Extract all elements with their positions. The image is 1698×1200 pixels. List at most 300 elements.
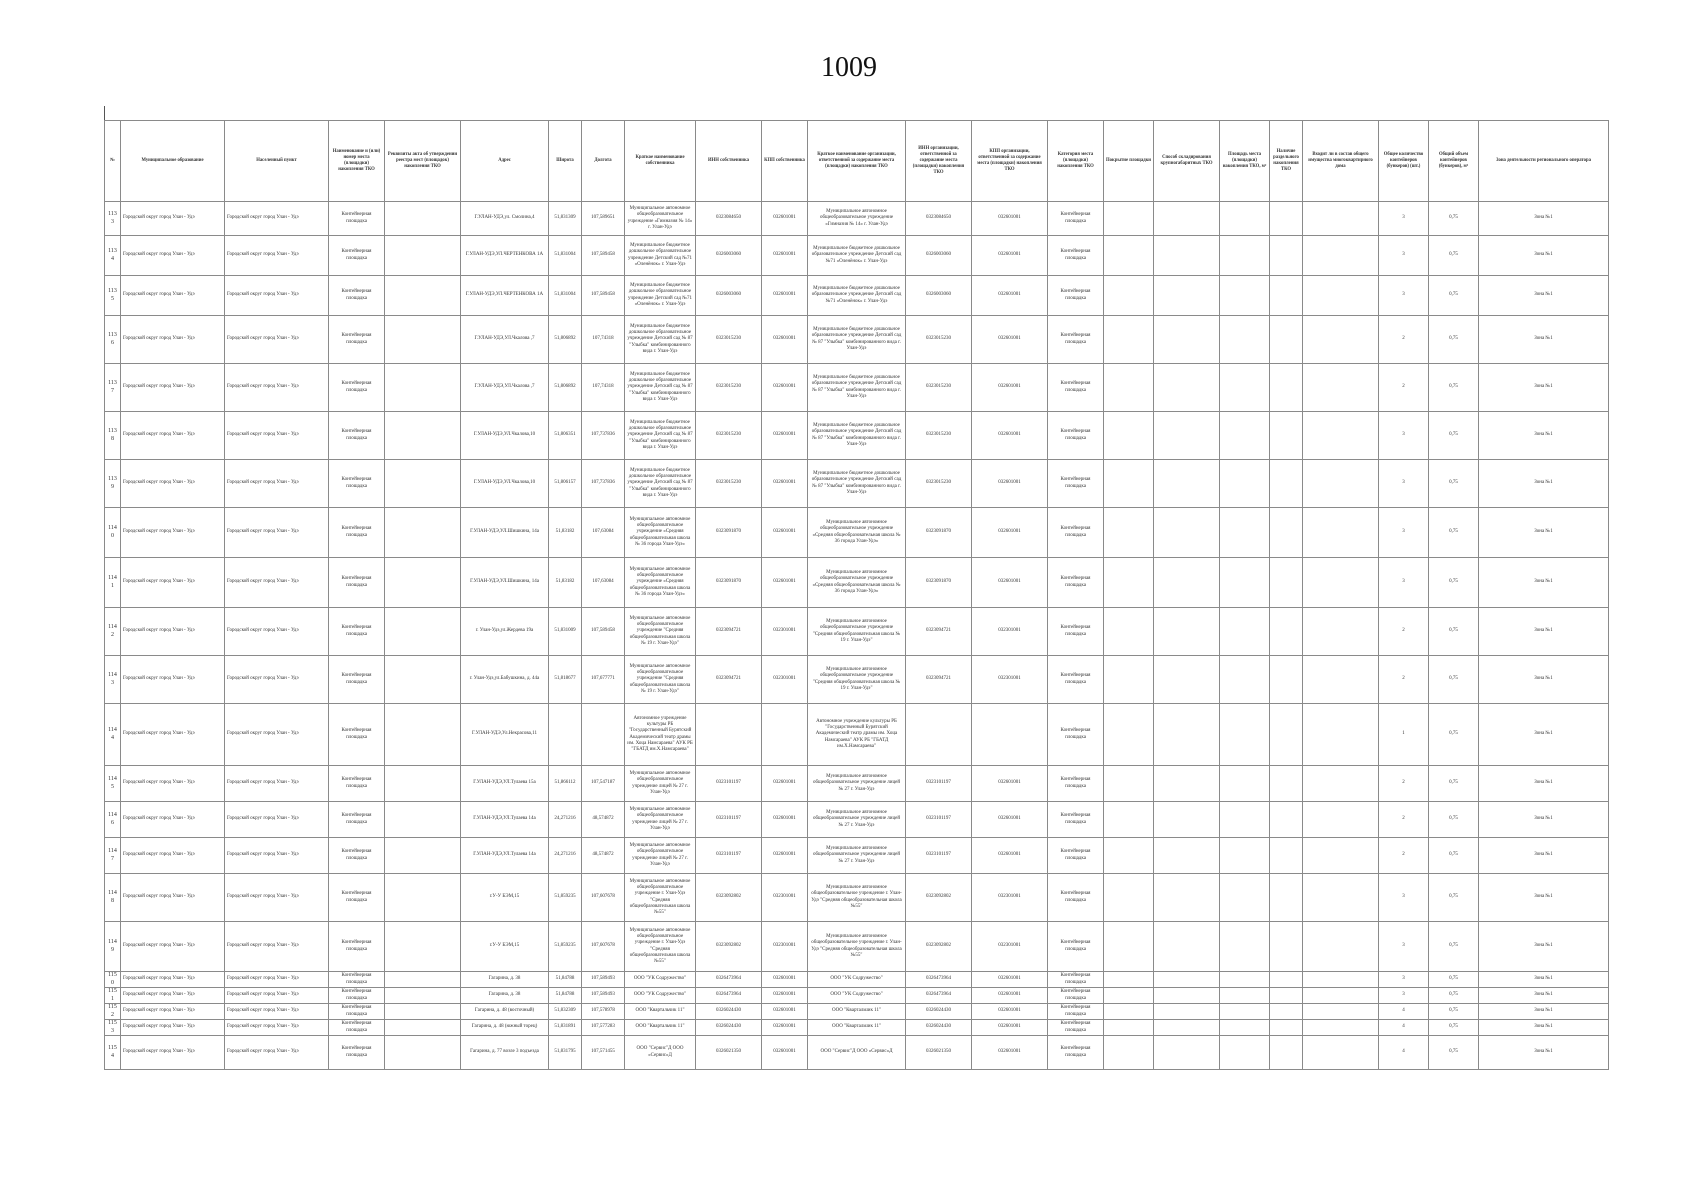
row-number-cell: 1138 [105, 412, 121, 460]
table-cell [1154, 704, 1220, 766]
table-cell: 107,607678 [582, 922, 625, 972]
table-cell: 3 [1379, 558, 1429, 608]
table-cell: г. Улан-Удэ,ул.Жердева 19а [461, 608, 549, 656]
table-cell: Городской округ город Улан - Удэ [225, 316, 329, 364]
table-cell: 0,75 [1429, 972, 1479, 988]
table-cell [1104, 412, 1154, 460]
table-cell: 0323092802 [906, 874, 972, 922]
table-cell: Контейнерная площадка [1048, 656, 1104, 704]
column-header: Адрес [461, 121, 549, 202]
table-cell [385, 276, 461, 316]
table-cell [1270, 316, 1303, 364]
table-cell: 032301001 [762, 608, 808, 656]
table-cell: 3 [1379, 922, 1429, 972]
table-cell: Контейнерная площадка [1048, 704, 1104, 766]
table-cell: 032301001 [762, 874, 808, 922]
column-header: Наличие раздельного накопления ТКО [1270, 121, 1303, 202]
table-cell: 0,75 [1429, 838, 1479, 874]
table-cell: 3 [1379, 508, 1429, 558]
table-cell: 0,75 [1429, 656, 1479, 704]
table-cell: Контейнерная площадка [1048, 838, 1104, 874]
table-cell: ООО "УК Содружество" [625, 972, 696, 988]
table-cell: Городской округ город Улан - Удэ [225, 766, 329, 802]
table-cell: 032601001 [762, 236, 808, 276]
table-cell: 107,547187 [582, 766, 625, 802]
table-cell: Зона №1 [1479, 236, 1609, 276]
table-cell: 0,75 [1429, 412, 1479, 460]
table-cell: 107,577283 [582, 1020, 625, 1036]
table-cell [1270, 558, 1303, 608]
table-cell: Муниципальное автономное общеобразовательное учреждение лицей № 27 г. Улан-Удэ [808, 802, 906, 838]
table-cell: Контейнерная площадка [1048, 802, 1104, 838]
column-header: Долгота [582, 121, 625, 202]
table-body [105, 202, 1609, 1070]
table-cell: 032601001 [762, 1004, 808, 1020]
table-cell: Контейнерная площадка [329, 704, 385, 766]
table-cell: Контейнерная площадка [329, 460, 385, 508]
table-cell: Контейнерная площадка [1048, 364, 1104, 412]
table-cell: 107,607678 [582, 874, 625, 922]
table-cell: 0,75 [1429, 988, 1479, 1004]
table-cell: 51,859235 [549, 874, 582, 922]
table-cell: Городской округ город Улан - Удэ [121, 608, 225, 656]
table-cell: Городской округ город Улан - Удэ [121, 558, 225, 608]
table-cell: Муниципальное автономное общеобразовательное учреждение "Средняя общеобразовательная школа № 19 г. Улан-Удэ" [808, 608, 906, 656]
table-cell: 032301001 [972, 656, 1048, 704]
table-cell [1104, 766, 1154, 802]
table-cell: 51,818677 [549, 656, 582, 704]
table-cell: ООО "Сервис"Д ООО «Сервис»Д [808, 1036, 906, 1070]
table-cell: Муниципальное автономное общеобразовательное учреждение «Средняя общеобразовательная школа № 36 города Улан-Удэ» [625, 558, 696, 608]
table-cell: Муниципальное бюджетное дошкольное образовательное учреждение Детский сад № 87 "Улыбка" комбинированного вида г. Улан-Удэ [808, 412, 906, 460]
table-cell: 032601001 [972, 236, 1048, 276]
table-cell: Г.УЛАН-УДЭ,УЛ.ЧЕРТЕНКОВА 1А [461, 276, 549, 316]
table-cell: 0326003060 [696, 276, 762, 316]
table-cell [1270, 1036, 1303, 1070]
table-cell: 0323092802 [696, 874, 762, 922]
table-cell [1220, 316, 1270, 364]
table-cell [1220, 656, 1270, 704]
table-cell: Зона №1 [1479, 838, 1609, 874]
table-cell [1303, 704, 1379, 766]
table-cell: 032601001 [972, 364, 1048, 412]
table-cell: ООО "Квартальчик 11" [808, 1004, 906, 1020]
table-cell [1303, 988, 1379, 1004]
table-cell: Контейнерная площадка [329, 276, 385, 316]
table-cell: Зона №1 [1479, 460, 1609, 508]
table-cell: Городской округ город Улан - Удэ [225, 988, 329, 1004]
table-cell: Г.УЛАН-УДЭ,УЛ.Чкалова,10 [461, 412, 549, 460]
table-cell [1154, 202, 1220, 236]
table-cell [1270, 412, 1303, 460]
table-cell [1270, 460, 1303, 508]
table-cell [1303, 316, 1379, 364]
table-cell: 107,74318 [582, 364, 625, 412]
table-cell: 032601001 [972, 1004, 1048, 1020]
column-header: ИНН организации, ответственной за содержание места (площадки) накопления ТКО [906, 121, 972, 202]
table-cell: Муниципальное автономное общеобразовательное учреждение «Средняя общеобразовательная школа № 36 города Улан-Удэ» [808, 558, 906, 608]
table-cell: Контейнерная площадка [329, 922, 385, 972]
table-cell: 032601001 [762, 460, 808, 508]
table-cell: Контейнерная площадка [1048, 316, 1104, 364]
table-cell: Муниципальное автономное общеобразовательное учреждение лицей № 27 г. Улан-Удэ [625, 802, 696, 838]
table-cell: 51,831004 [549, 276, 582, 316]
table-cell: 032601001 [972, 276, 1048, 316]
table-cell [1220, 236, 1270, 276]
table-cell: 032601001 [972, 558, 1048, 608]
table-cell [1270, 972, 1303, 988]
table-cell: 0,75 [1429, 508, 1479, 558]
table-cell: 032601001 [972, 838, 1048, 874]
table-cell [1270, 874, 1303, 922]
table-cell: Контейнерная площадка [1048, 508, 1104, 558]
table-cell [1104, 988, 1154, 1004]
table-cell [1270, 508, 1303, 558]
table-cell: Зона №1 [1479, 802, 1609, 838]
table-cell: 51,84788 [549, 972, 582, 988]
row-number-cell: 1145 [105, 766, 121, 802]
table-cell: 51,806892 [549, 316, 582, 364]
table-cell [1104, 558, 1154, 608]
table-row [105, 316, 1609, 364]
row-number-cell: 1134 [105, 236, 121, 276]
table-cell [582, 704, 625, 766]
table-cell: 107,589458 [582, 236, 625, 276]
table-cell [1270, 1004, 1303, 1020]
table-cell: 0,75 [1429, 364, 1479, 412]
table-cell: 0326473964 [906, 988, 972, 1004]
table-cell [1104, 276, 1154, 316]
table-cell: Городской округ город Улан - Удэ [121, 276, 225, 316]
table-cell [385, 802, 461, 838]
column-header: Площадь места (площадки) накопления ТКО, м² [1220, 121, 1270, 202]
table-cell: Муниципальное бюджетное дошкольное образовательное учреждение Детский сад № 87 "Улыбка" комбинированного вида г. Улан-Удэ [808, 316, 906, 364]
table-cell [1303, 276, 1379, 316]
table-header-row [105, 121, 1609, 202]
table-cell: 032601001 [972, 412, 1048, 460]
table-cell: 0,75 [1429, 558, 1479, 608]
table-cell: Контейнерная площадка [329, 656, 385, 704]
table-cell: 2 [1379, 608, 1429, 656]
table-cell: 2 [1379, 316, 1429, 364]
table-cell: 51,83182 [549, 558, 582, 608]
table-cell: Городской округ город Улан - Удэ [225, 1036, 329, 1070]
table-cell: Городской округ город Улан - Удэ [121, 460, 225, 508]
table-cell [385, 766, 461, 802]
table-cell: Городской округ город Улан - Удэ [121, 988, 225, 1004]
table-cell: 51,831004 [549, 236, 582, 276]
table-cell: Городской округ город Улан - Удэ [225, 364, 329, 412]
table-cell: Муниципальное автономное общеобразовательное учреждение "Средняя общеобразовательная школа № 19 г. Улан-Удэ" [808, 656, 906, 704]
column-header: КПП организации, ответственной за содержание места (площадки) накопления ТКО [972, 121, 1048, 202]
column-header: Реквизиты акта об утверждении реестра мест (площадок) накопления ТКО [385, 121, 461, 202]
table-cell [1154, 1036, 1220, 1070]
table-cell: 032601001 [762, 802, 808, 838]
page-number: 1009 [821, 52, 877, 83]
table-cell: Контейнерная площадка [329, 766, 385, 802]
table-cell [1220, 838, 1270, 874]
table-row [105, 460, 1609, 508]
table-cell: Г.УЛАН-УДЭ,УЛ.Шишкина, 14а [461, 558, 549, 608]
table-cell: Контейнерная площадка [1048, 1004, 1104, 1020]
table-cell [1303, 508, 1379, 558]
table-cell: Городской округ город Улан - Удэ [121, 922, 225, 972]
table-cell: 107,578978 [582, 1004, 625, 1020]
table-cell: Зона №1 [1479, 874, 1609, 922]
table-cell: 032601001 [972, 508, 1048, 558]
column-header: КПП собственника [762, 121, 808, 202]
table-cell: Контейнерная площадка [329, 508, 385, 558]
table-cell: 4 [1379, 1004, 1429, 1020]
table-cell: Контейнерная площадка [329, 558, 385, 608]
table-cell: 107,737836 [582, 412, 625, 460]
table-cell [385, 1020, 461, 1036]
table-cell: Гагарина, д. 48 (южный торец) [461, 1020, 549, 1036]
column-header: Муниципальное образование [121, 121, 225, 202]
table-cell [1220, 364, 1270, 412]
table-cell: Городской округ город Улан - Удэ [121, 972, 225, 988]
table-cell: 107,737836 [582, 460, 625, 508]
table-cell: Городской округ город Улан - Удэ [225, 656, 329, 704]
table-cell: Городской округ город Улан - Удэ [121, 202, 225, 236]
table-cell: 0323101197 [696, 766, 762, 802]
table-cell: 0326024430 [906, 1020, 972, 1036]
table-cell [549, 704, 582, 766]
table-cell: 107,589458 [582, 276, 625, 316]
table-cell [1220, 276, 1270, 316]
column-header: Общее количество контейнеров (бункеров) (шт.) [1379, 121, 1429, 202]
table-cell: ООО "Квартальчик 11" [625, 1004, 696, 1020]
table-cell [385, 364, 461, 412]
table-cell: Городской округ город Улан - Удэ [121, 1036, 225, 1070]
table-cell: Муниципальное бюджетное дошкольное образовательное учреждение Детский сад № 87 "Улыбка" комбинированного вида г. Улан-Удэ [625, 364, 696, 412]
column-header: Способ складирования крупногабаритных ТКО [1154, 121, 1220, 202]
table-cell: 0323092802 [696, 922, 762, 972]
table-cell: 032601001 [762, 1020, 808, 1036]
table-cell [1303, 558, 1379, 608]
table-cell: 0,75 [1429, 460, 1479, 508]
table-cell [1154, 988, 1220, 1004]
table-cell [1154, 316, 1220, 364]
table-cell: Контейнерная площадка [1048, 1036, 1104, 1070]
table-cell: ООО "УК Содружество" [808, 972, 906, 988]
table-cell [1303, 236, 1379, 276]
table-cell: Зона №1 [1479, 704, 1609, 766]
table-cell [1220, 922, 1270, 972]
table-cell: 0323094721 [696, 608, 762, 656]
table-cell: Городской округ город Улан - Удэ [121, 1004, 225, 1020]
table-cell: Контейнерная площадка [1048, 558, 1104, 608]
table-cell: Муниципальное автономное общеобразовательное учреждение лицей № 27 г. Улан-Удэ [808, 838, 906, 874]
table-cell: Зона №1 [1479, 988, 1609, 1004]
table-cell [1220, 508, 1270, 558]
table-cell [1303, 202, 1379, 236]
table-cell [1104, 1020, 1154, 1036]
table-cell: 4 [1379, 1020, 1429, 1036]
table-cell [1303, 460, 1379, 508]
row-number-cell: 1150 [105, 972, 121, 988]
table-row [105, 988, 1609, 1004]
table-cell: Городской округ город Улан - Удэ [121, 838, 225, 874]
table-cell [1104, 608, 1154, 656]
table-cell: 4 [1379, 1036, 1429, 1070]
table-cell: 032601001 [972, 202, 1048, 236]
table-cell [1220, 704, 1270, 766]
table-row [105, 766, 1609, 802]
table-cell: 3 [1379, 236, 1429, 276]
table-cell: Городской округ город Улан - Удэ [225, 874, 329, 922]
table-cell: г. Улан-Удэ,ул.Бабушкина, д. 44а [461, 656, 549, 704]
table-cell [1154, 276, 1220, 316]
table-cell [1104, 236, 1154, 276]
table-row [105, 972, 1609, 988]
table-cell: ООО "УК Содружество" [625, 988, 696, 1004]
table-cell: 0323015230 [696, 460, 762, 508]
table-cell: 51,859235 [549, 922, 582, 972]
table-row [105, 412, 1609, 460]
table-cell: 0326473964 [906, 972, 972, 988]
table-cell: 0323015230 [906, 412, 972, 460]
table-cell: 2 [1379, 838, 1429, 874]
table-cell: Муниципальное бюджетное дошкольное образовательное учреждение Детский сад № 87 "Улыбка" комбинированного вида г. Улан-Удэ [625, 460, 696, 508]
table-cell: 032601001 [972, 460, 1048, 508]
table-cell: 0323091870 [906, 508, 972, 558]
table-cell: 107,589651 [582, 202, 625, 236]
table-cell: Контейнерная площадка [329, 316, 385, 364]
table-cell [1220, 460, 1270, 508]
table-cell: Гагарина, д. 77 возле 3 подъезда [461, 1036, 549, 1070]
row-number-cell: 1142 [105, 608, 121, 656]
table-cell: Зона №1 [1479, 656, 1609, 704]
table-cell: 3 [1379, 276, 1429, 316]
table-cell [385, 704, 461, 766]
table-cell: 032601001 [762, 202, 808, 236]
table-cell [1303, 802, 1379, 838]
row-number-cell: 1154 [105, 1036, 121, 1070]
table-row [105, 838, 1609, 874]
table-cell: Городской округ город Улан - Удэ [121, 802, 225, 838]
table-cell: 0,75 [1429, 1020, 1479, 1036]
table-cell: 032301001 [972, 874, 1048, 922]
table-cell [1104, 874, 1154, 922]
table-cell [1303, 972, 1379, 988]
table-cell: ООО "Квартальчик 11" [625, 1020, 696, 1036]
table-cell [1104, 656, 1154, 704]
table-cell [1303, 608, 1379, 656]
table-cell: г.У-У БЭМ,15 [461, 922, 549, 972]
table-row [105, 1004, 1609, 1020]
table-cell: 032601001 [762, 988, 808, 1004]
table-cell: Муниципальное бюджетное дошкольное образовательное учреждение Детский сад № 87 "Улыбка" комбинированного вида г. Улан-Удэ [808, 460, 906, 508]
table-cell: Зона №1 [1479, 558, 1609, 608]
column-header: № [105, 121, 121, 202]
table-cell: Городской округ город Улан - Удэ [225, 838, 329, 874]
table-cell: Муниципальное автономное общеобразовательное учреждение «Средняя общеобразовательная школа № 36 города Улан-Удэ» [625, 508, 696, 558]
table-cell: 0,75 [1429, 704, 1479, 766]
table-cell [1220, 558, 1270, 608]
row-number-cell: 1137 [105, 364, 121, 412]
column-header: Краткое наименование организации, ответственной за содержание места (площадки) накопления ТКО [808, 121, 906, 202]
table-cell [385, 656, 461, 704]
table-cell: Городской округ город Улан - Удэ [225, 508, 329, 558]
table-cell: Городской округ город Улан - Удэ [225, 202, 329, 236]
table-cell: Контейнерная площадка [1048, 988, 1104, 1004]
table-cell: Г.УЛАН-УДЭ,ул. Смолина,4 [461, 202, 549, 236]
table-cell: Г.УЛАН-УДЭ,УЛ.Шишкина, 14а [461, 508, 549, 558]
table-cell: Зона №1 [1479, 766, 1609, 802]
table-cell: 0326024430 [696, 1020, 762, 1036]
table-cell [1270, 766, 1303, 802]
table-cell: Городской округ город Улан - Удэ [121, 236, 225, 276]
table-cell: 107,63084 [582, 558, 625, 608]
table-cell: Городской округ город Улан - Удэ [225, 608, 329, 656]
table-cell: 032601001 [762, 838, 808, 874]
table-cell: 51,832309 [549, 1004, 582, 1020]
table-cell: Муниципальное автономное общеобразовательное учреждение г. Улан-Удэ "Средняя общеобразовательная школа №55" [808, 874, 906, 922]
table-cell [1270, 802, 1303, 838]
column-header: Наименование и (или) номер места (площадки) накопления ТКО [329, 121, 385, 202]
table-cell: 0,75 [1429, 922, 1479, 972]
table-cell: 032601001 [762, 316, 808, 364]
table-cell: Г.УЛАН-УДЭ,УЛ.Тулаева 14а [461, 802, 549, 838]
table-row [105, 1036, 1609, 1070]
table-cell: Контейнерная площадка [329, 1036, 385, 1070]
table-cell: Зона №1 [1479, 1020, 1609, 1036]
table-cell: 0323091870 [696, 508, 762, 558]
table-row [105, 704, 1609, 766]
table-cell: Контейнерная площадка [329, 972, 385, 988]
table-cell: 107,589458 [582, 608, 625, 656]
table-cell: 3 [1379, 412, 1429, 460]
table-cell [1303, 838, 1379, 874]
table-cell: Контейнерная площадка [1048, 972, 1104, 988]
table-cell: 51,831795 [549, 1036, 582, 1070]
column-header: ИНН собственника [696, 121, 762, 202]
table-cell: 032601001 [972, 988, 1048, 1004]
table-cell: Муниципальное бюджетное дошкольное образовательное учреждение Детский сад №71 «Оленёнок» г. Улан-Удэ [808, 276, 906, 316]
table-cell: Гагарина, д. 48 (восточный) [461, 1004, 549, 1020]
table-cell [1220, 874, 1270, 922]
table-cell: 0,75 [1429, 874, 1479, 922]
table-cell: 0323015230 [696, 412, 762, 460]
table-cell: Зона №1 [1479, 1036, 1609, 1070]
column-header: Покрытие площадки [1104, 121, 1154, 202]
table-cell: Г.УЛАН-УДЭ,УЛ.Чкалова ,7 [461, 364, 549, 412]
table-cell [385, 236, 461, 276]
row-number-cell: 1141 [105, 558, 121, 608]
table-cell: Г.УЛАН-УДЭ,Ул.Некрасова,11 [461, 704, 549, 766]
table-cell: 2 [1379, 766, 1429, 802]
table-cell: 032601001 [762, 276, 808, 316]
table-cell [1303, 364, 1379, 412]
table-cell [1303, 874, 1379, 922]
table-cell: Зона №1 [1479, 276, 1609, 316]
table-row [105, 656, 1609, 704]
column-header: Общий объем контейнеров (бункеров), м³ [1429, 121, 1479, 202]
table-cell: Г.УЛАН-УДЭ,УЛ.ЧЕРТЕНКОВА 1А [461, 236, 549, 276]
table-cell: 3 [1379, 972, 1429, 988]
table-cell: Контейнерная площадка [1048, 460, 1104, 508]
table-cell: 0326024430 [906, 1004, 972, 1020]
table-cell [1154, 558, 1220, 608]
table-cell: Контейнерная площадка [1048, 922, 1104, 972]
table-cell: 0323101197 [906, 838, 972, 874]
table-cell [1104, 1004, 1154, 1020]
table-cell: 24,271216 [549, 802, 582, 838]
table-cell: 032601001 [762, 558, 808, 608]
table-cell: Городской округ город Улан - Удэ [121, 316, 225, 364]
table-cell: 2 [1379, 802, 1429, 838]
